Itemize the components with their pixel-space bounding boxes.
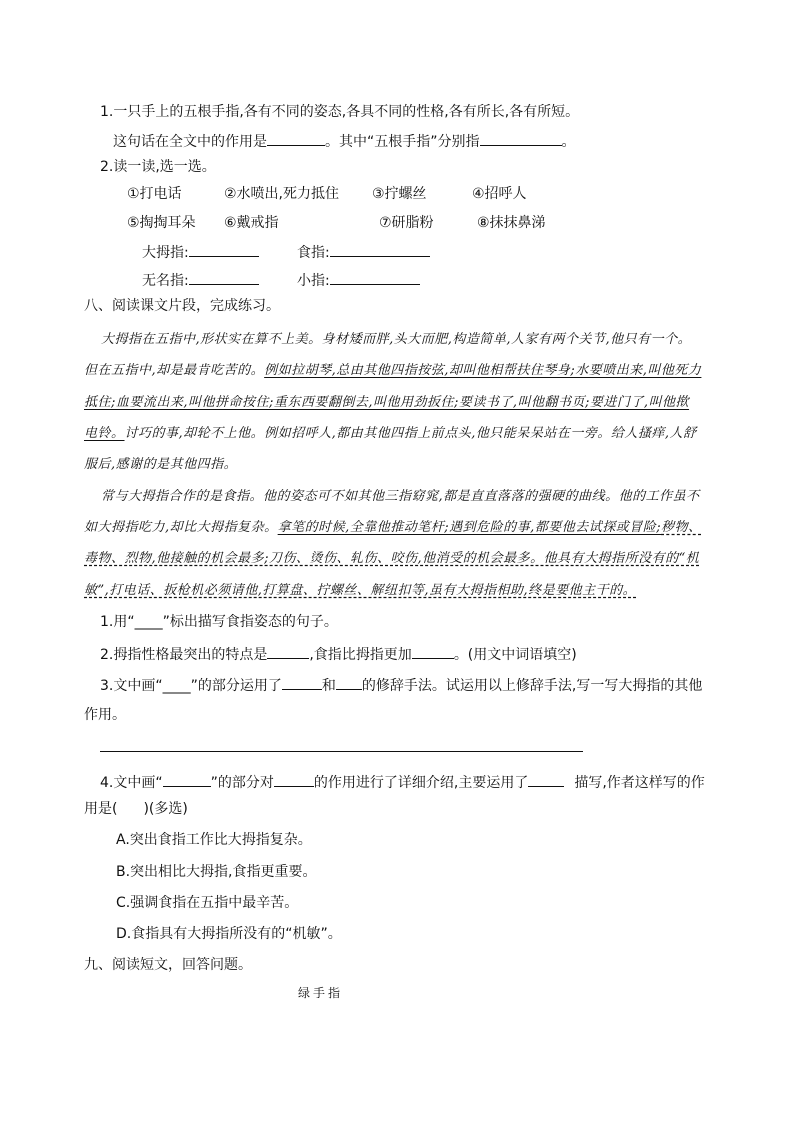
finger-ring-label: 无名指: [142, 273, 189, 289]
answer-blank[interactable] [267, 131, 325, 146]
passage-line-underlined: 抵住;血要流出来,叫他拼命按住;重东西要翻倒去,叫他用劲扳住;要读书了,叫他翻书页;要进门了,叫他揿 [84, 395, 690, 410]
finger-pinky [297, 270, 420, 290]
answer-blank[interactable] [412, 644, 454, 659]
answer-blank[interactable] [330, 270, 420, 285]
s8-q2 [100, 644, 577, 664]
finger-ring [142, 270, 259, 290]
answer-blank[interactable] [189, 270, 259, 285]
s8-q3-b: 和 [321, 678, 336, 694]
choice-b: B.突出相比大拇指,食指更重要。 [116, 864, 317, 880]
s8-q4 [100, 772, 705, 792]
answer-line[interactable] [100, 751, 583, 752]
answer-blank[interactable] [189, 242, 259, 257]
s8-q4-cont [84, 800, 188, 818]
q1-sub-c: 。 [561, 134, 576, 150]
choice-a: A.突出食指工作比大拇指复杂。 [116, 832, 312, 848]
option-8: ⑧抹抹鼻涕 [477, 215, 546, 231]
s8-q2-b: ,食指比拇指更加 [309, 647, 412, 663]
answer-blank[interactable] [274, 772, 314, 787]
passage-line: 大拇指在五指中,形状实在算不上美。身材矮而胖,头大而肥,构造简单,人家有两个关节,他只有一个。 [101, 332, 692, 347]
s8-q3-cont: 作用。 [84, 707, 126, 723]
q1-text: 1.一只手上的五根手指,各有不同的姿态,各具不同的性格,各有所长,各有所短。 [100, 104, 580, 120]
s8-q4-e: 用是( [84, 801, 118, 817]
finger-pinky-label: 小指: [297, 273, 330, 289]
section9-heading: 九、阅读短文，回答问题。 [84, 957, 252, 973]
option-6: ⑥戴戒指 [224, 215, 279, 231]
option-1: ①打电话 [127, 186, 182, 202]
choice-c: C.强调食指在五指中最辛苦。 [116, 895, 299, 911]
option-4: ④招呼人 [472, 186, 527, 202]
s8-q4-a: 4.文中画“ [100, 775, 163, 791]
passage-span: 讨巧的事,却轮不上他。例如招呼人,都由其他四指上前点头,他只能呆呆站在一旁。给人搔痒,人舒 [124, 426, 697, 441]
passage-underline: 拿笔的时候,全靠他推动笔杆;遇到危险的事,都要他去试探或冒险; [277, 520, 662, 535]
passage-line: 服后,感谢的是其他四指。 [84, 457, 238, 472]
q2-title: 2.读一读,选一选。 [100, 159, 216, 175]
choice-d: D.食指具有大拇指所没有的“机敏”。 [116, 926, 342, 942]
passage-span: 但在五指中,却是最肯吃苦的。 [84, 363, 265, 378]
s8-q2-a: 2.拇指性格最突出的特点是 [100, 647, 268, 663]
answer-blank[interactable] [330, 242, 430, 257]
q1-sub-b: 。其中“五根手指”分别指 [325, 134, 480, 150]
option-2: ②水喷出,死力抵住 [224, 186, 340, 202]
answer-blank[interactable] [336, 675, 362, 690]
s8-q3-c: 的修辞手法。试运用以上修辞手法,写一写大拇指的其他 [361, 678, 703, 694]
answer-blank[interactable] [480, 131, 562, 146]
passage-dashed: 秽物、 [661, 520, 702, 535]
option-5: ⑤掏掏耳朵 [127, 215, 196, 231]
finger-thumb-label: 大拇指: [142, 245, 189, 261]
s8-q1: 1.用“____”标出描写食指姿态的句子。 [100, 614, 338, 630]
story-title: 绿手指 [298, 986, 344, 1000]
s8-q4-f: )(多选) [143, 801, 188, 817]
passage-line: 常与大拇指合作的是食指。他的姿态可不如其他三指窈窕,都是直直落落的强硬的曲线。他的工作虽不 [101, 489, 700, 504]
passage-line [84, 362, 701, 380]
q1-sub [113, 131, 576, 151]
s8-q3 [100, 675, 702, 695]
s8-q4-c: 的作用进行了详细介绍,主要运用了 [313, 775, 529, 791]
passage-line-dashed: 敏”,打电话、扳枪机必须请他,打算盘、拧螺丝、解纽扣等,虽有大拇指相助,终是要他主干的。 [84, 583, 637, 598]
answer-blank[interactable] [282, 675, 322, 690]
answer-blank[interactable] [163, 772, 211, 787]
answer-blank[interactable] [528, 772, 564, 787]
s8-q4-d: 描写,作者这样写的作 [574, 775, 705, 791]
q1-sub-a: 这句话在全文中的作用是 [113, 134, 267, 150]
option-7: ⑦研脂粉 [379, 215, 434, 231]
s8-q4-b: ”的部分对 [210, 775, 274, 791]
finger-index [297, 242, 430, 262]
s8-q2-c: 。(用文中词语填空) [453, 647, 577, 663]
passage-line-dashed: 毒物、烈物,他接触的机会最多;刀伤、烫伤、轧伤、咬伤,他消受的机会最多。他具有大拇指所没有的“机 [84, 551, 700, 566]
s8-q3-a: 3.文中画“____”的部分运用了 [100, 678, 282, 694]
passage-underline: 电铃。 [84, 426, 125, 441]
passage-line [84, 519, 702, 537]
finger-thumb [142, 242, 259, 262]
passage-underline: 例如拉胡琴,总由其他四指按弦,却叫他相帮扶住琴身;水要喷出来,叫他死力 [264, 363, 702, 378]
answer-blank[interactable] [267, 644, 309, 659]
section8-heading: 八、阅读课文片段，完成练习。 [84, 298, 280, 314]
passage-line [84, 425, 697, 443]
passage-span: 如大拇指吃力,却比大拇指复杂。 [84, 520, 278, 535]
option-3: ③拧螺丝 [372, 186, 427, 202]
finger-index-label: 食指: [297, 245, 330, 261]
